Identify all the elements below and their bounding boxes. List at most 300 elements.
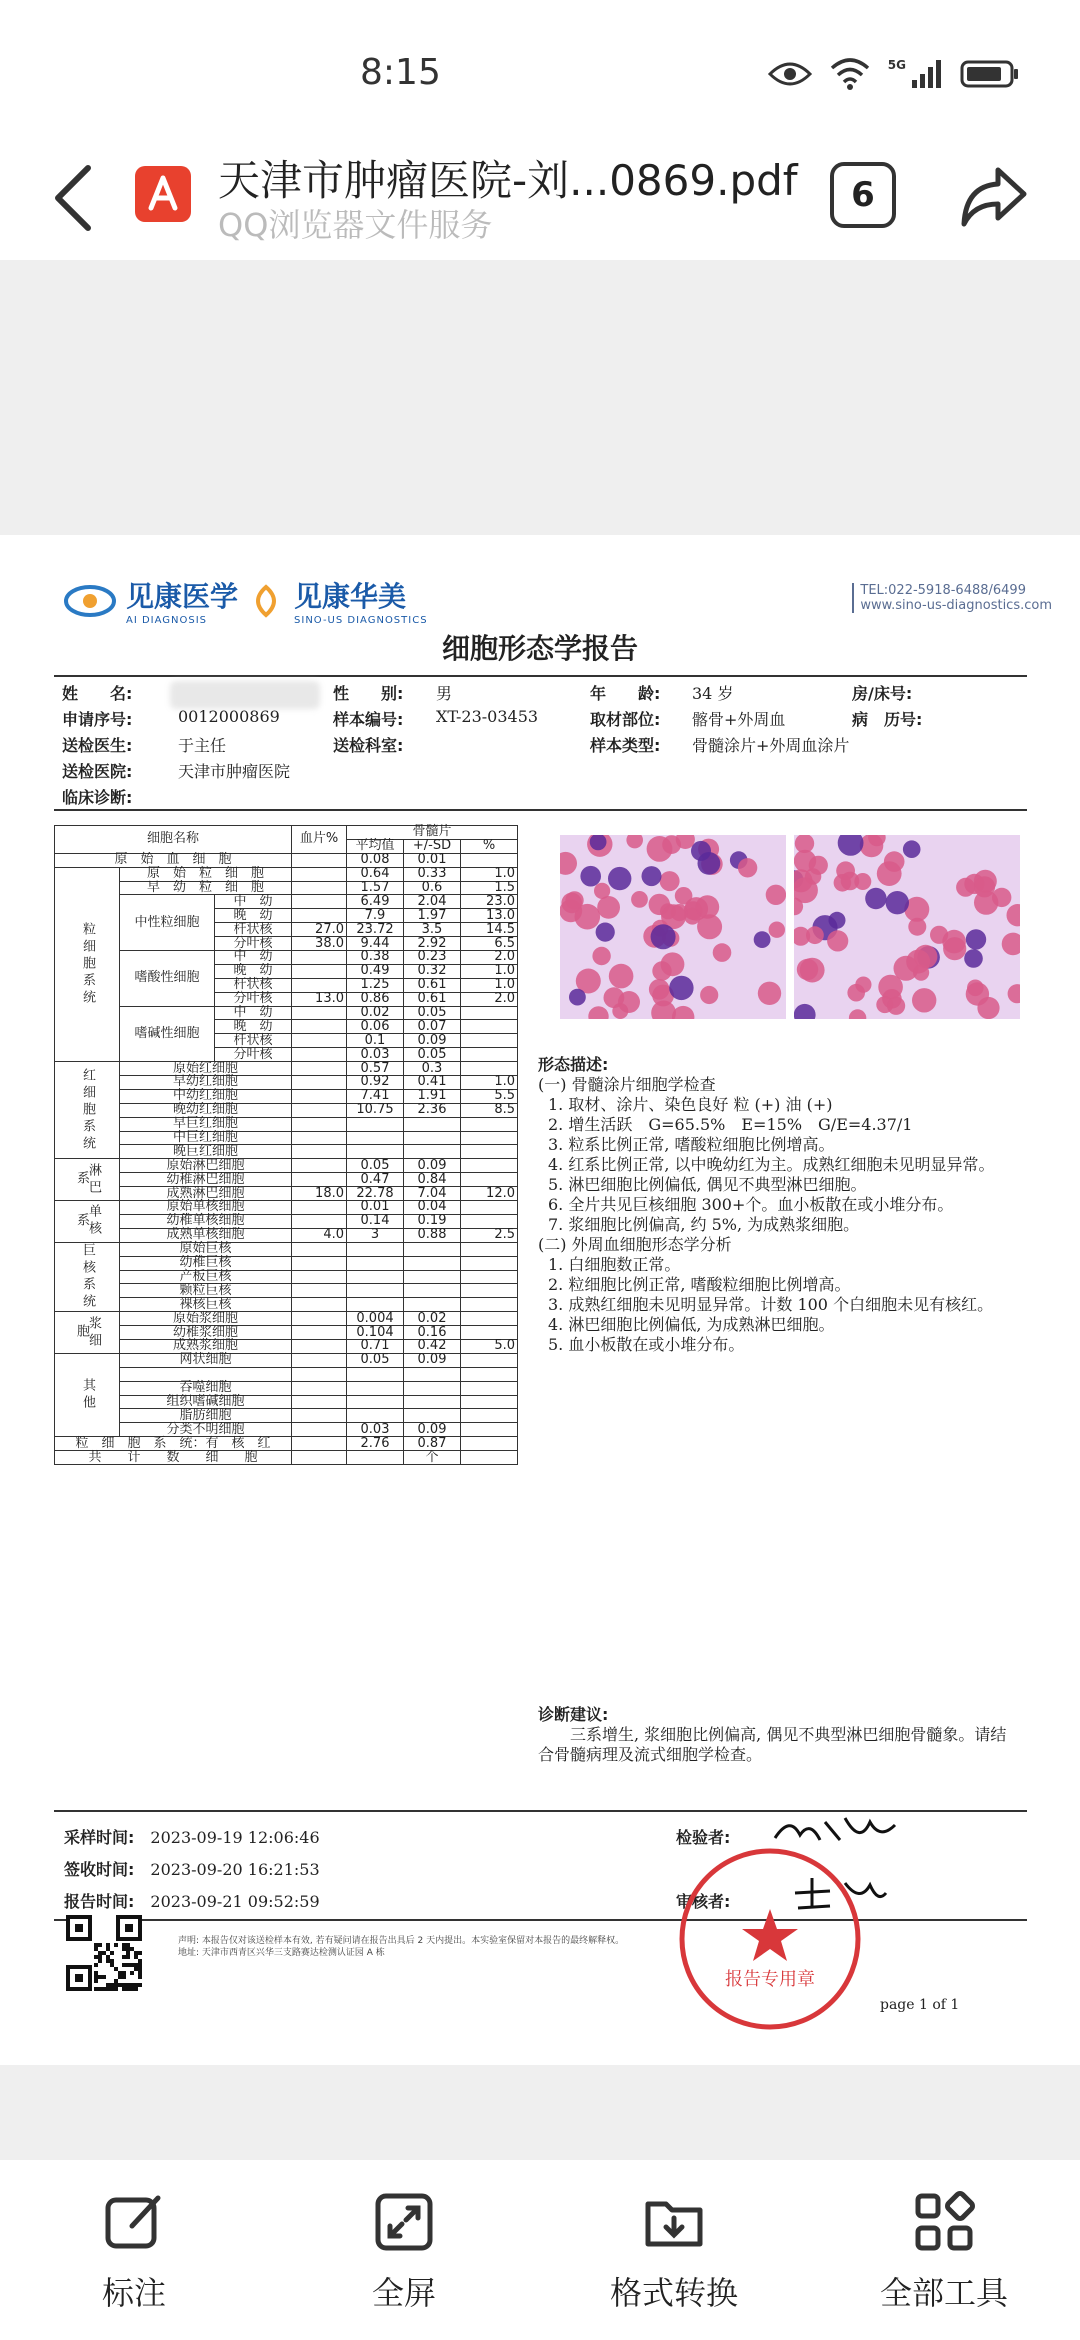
marrow-avg: 7.9 <box>347 909 404 923</box>
blood-pct <box>292 951 347 965</box>
marrow-pct <box>461 1284 518 1298</box>
cell-table <box>54 825 518 1465</box>
cell-name <box>120 1367 292 1381</box>
description-title: 形态描述: <box>538 1055 609 1074</box>
col-header-marrow: 骨髓片 <box>347 826 518 840</box>
blood-pct <box>292 1089 347 1103</box>
marrow-avg <box>347 1256 404 1270</box>
col-header-pct: % <box>461 839 518 853</box>
footer-divider-bottom <box>54 1919 1027 1921</box>
file-subtitle: QQ浏览器文件服务 <box>218 206 493 244</box>
cell-name: 晚巨红细胞 <box>120 1145 292 1159</box>
marrow-sd: 0.41 <box>404 1076 461 1090</box>
marrow-pct <box>461 1159 518 1173</box>
cell-name: 晚 幼 <box>215 1020 292 1034</box>
marrow-pct: 1.0 <box>461 867 518 881</box>
marrow-sd <box>404 1284 461 1298</box>
marrow-avg: 0.05 <box>347 1159 404 1173</box>
cell-name: 中幼红细胞 <box>120 1089 292 1103</box>
marrow-sd: 0.09 <box>404 1159 461 1173</box>
brand-logo-icon <box>64 583 116 619</box>
cell-blob <box>854 873 871 890</box>
marrow-pct <box>461 1298 518 1312</box>
page-number: page 1 of 1 <box>880 1997 960 2013</box>
marrow-avg: 0.104 <box>347 1326 404 1340</box>
cell-blob <box>827 930 848 951</box>
marrow-avg: 0.38 <box>347 951 404 965</box>
blood-pct <box>292 1103 347 1117</box>
marrow-pct <box>461 1395 518 1409</box>
cell-blob <box>647 836 673 862</box>
report-time-row: 报告时间: 2023-09-21 09:52:59 <box>64 1892 320 1911</box>
cell-blob <box>696 895 720 919</box>
table-row <box>55 1201 518 1215</box>
all-tools-button[interactable] <box>854 2190 1034 2314</box>
marrow-avg: 0.01 <box>347 1201 404 1215</box>
table-row <box>55 1145 518 1159</box>
cell-blob <box>887 997 905 1015</box>
marrow-sd: 0.6 <box>404 881 461 895</box>
table-row <box>55 895 518 909</box>
blood-pct <box>292 1117 347 1131</box>
cell-blob <box>660 871 680 891</box>
blood-pct <box>292 1423 347 1437</box>
blood-pct <box>292 867 347 881</box>
sample-time-row: 采样时间: 2023-09-19 12:06:46 <box>64 1828 320 1847</box>
share-icon[interactable] <box>958 164 1030 230</box>
cell-blob <box>992 888 1011 907</box>
blood-pct <box>292 1381 347 1395</box>
marrow-avg: 0.71 <box>347 1339 404 1353</box>
marrow-pct <box>461 1437 518 1451</box>
cell-name: 组织嗜碱细胞 <box>120 1395 292 1409</box>
marrow-sd: 0.42 <box>404 1339 461 1353</box>
morphology-description <box>538 1055 1018 1355</box>
marrow-pct <box>461 1020 518 1034</box>
marrow-pct: 2.0 <box>461 992 518 1006</box>
marrow-pct <box>461 1006 518 1020</box>
cell-blob <box>609 964 634 989</box>
marrow-sd: 0.87 <box>404 1437 461 1451</box>
tab-count-button[interactable]: 6 <box>830 162 896 228</box>
marrow-sd: 2.92 <box>404 937 461 951</box>
cell-name: 中 幼 <box>215 1006 292 1020</box>
table-row <box>55 1437 518 1451</box>
all-tools-label: 全部工具 <box>879 2274 1008 2312</box>
cell-name: 杆状核 <box>215 1034 292 1048</box>
marrow-sd <box>404 1131 461 1145</box>
marrow-avg: 0.03 <box>347 1048 404 1062</box>
sex-value: 男 <box>436 684 453 703</box>
table-row <box>55 1381 518 1395</box>
marrow-avg: 3 <box>347 1228 404 1242</box>
blood-pct: 38.0 <box>292 937 347 951</box>
contact-web: www.sino-us-diagnostics.com <box>860 598 1052 613</box>
cell-blob <box>912 988 936 1012</box>
cell-blob <box>769 922 785 938</box>
marrow-pct: 14.5 <box>461 923 518 937</box>
marrow-pct <box>461 1034 518 1048</box>
col-header-sd: +/-SD <box>404 839 461 853</box>
group-label: 单核系 <box>55 1201 120 1243</box>
marrow-sd: 0.09 <box>404 1353 461 1367</box>
marrow-avg <box>347 1367 404 1381</box>
marrow-pct <box>461 1048 518 1062</box>
marrow-sd: 0.01 <box>404 853 461 867</box>
cell-name: 吞噬细胞 <box>120 1381 292 1395</box>
marrow-avg <box>347 1284 404 1298</box>
description-line: 2. 粒细胞比例正常, 嗜酸粒细胞比例增高。 <box>548 1275 851 1294</box>
cell-name: 晚幼红细胞 <box>120 1103 292 1117</box>
marrow-sd: 个 <box>404 1451 461 1465</box>
table-row <box>55 1228 518 1242</box>
marrow-sd <box>404 1242 461 1256</box>
table-row <box>55 1089 518 1103</box>
marrow-pct: 23.0 <box>461 895 518 909</box>
pdf-page <box>0 535 1080 2065</box>
marrow-sd: 0.61 <box>404 992 461 1006</box>
doctor-label: 送检医生: <box>62 736 133 755</box>
marrow-pct <box>461 1173 518 1187</box>
table-row <box>55 1284 518 1298</box>
description-line: 7. 浆细胞比例偏高, 约 5%, 为成熟浆细胞。 <box>548 1215 860 1234</box>
marrow-sd: 0.02 <box>404 1312 461 1326</box>
cell-blob <box>597 896 620 919</box>
marrow-sd: 0.05 <box>404 1048 461 1062</box>
cell-blob <box>908 918 926 936</box>
marrow-avg <box>347 1270 404 1284</box>
marrow-pct: 5.5 <box>461 1089 518 1103</box>
sample-no-label: 样本编号: <box>333 710 404 729</box>
table-row <box>55 1451 518 1465</box>
marrow-avg <box>347 1145 404 1159</box>
convert-button[interactable] <box>584 2190 764 2314</box>
cell-blob <box>758 982 781 1005</box>
cell-name: 成熟单核细胞 <box>120 1228 292 1242</box>
svg-text:报告专用章: 报告专用章 <box>725 1969 815 1990</box>
table-row <box>55 881 518 895</box>
marrow-avg: 0.47 <box>347 1173 404 1187</box>
description-line: 6. 全片共见巨核细胞 300+个。血小板散在或小堆分布。 <box>548 1195 954 1214</box>
name-label: 姓 名: <box>62 684 133 703</box>
apply-label: 申请序号: <box>62 710 133 729</box>
description-lines <box>538 1075 1018 1355</box>
marrow-sd: 7.04 <box>404 1187 461 1201</box>
reviewer-label: 审核者: <box>676 1892 731 1911</box>
marrow-sd <box>404 1256 461 1270</box>
marrow-sd: 0.09 <box>404 1034 461 1048</box>
cell-name: 分类不明细胞 <box>120 1423 292 1437</box>
table-row <box>55 1395 518 1409</box>
back-arrow-icon[interactable] <box>44 158 104 238</box>
marrow-pct <box>461 1353 518 1367</box>
brand-sub-2: SINO-US DIAGNOSTICS <box>294 615 428 626</box>
bottom-toolbar <box>0 2160 1080 2340</box>
title-divider <box>54 675 1027 677</box>
cell-name: 早 幼 粒 细 胞 <box>120 881 292 895</box>
marrow-sd: 0.19 <box>404 1214 461 1228</box>
marrow-pct: 1.0 <box>461 1076 518 1090</box>
cell-name: 杆状核 <box>215 978 292 992</box>
marrow-avg: 9.44 <box>347 937 404 951</box>
marrow-avg: 10.75 <box>347 1103 404 1117</box>
marrow-avg: 0.49 <box>347 964 404 978</box>
blood-pct <box>292 1339 347 1353</box>
status-time: 8:15 <box>360 52 441 93</box>
marrow-pct <box>461 1367 518 1381</box>
battery-icon <box>960 59 1020 89</box>
cell-name: 幼稚淋巴细胞 <box>120 1173 292 1187</box>
marrow-avg: 0.03 <box>347 1423 404 1437</box>
marrow-avg: 0.92 <box>347 1076 404 1090</box>
blood-pct <box>292 1020 347 1034</box>
marrow-pct: 5.0 <box>461 1339 518 1353</box>
marrow-pct: 2.5 <box>461 1228 518 1242</box>
age-value: 34 岁 <box>692 684 734 703</box>
blood-pct <box>292 1034 347 1048</box>
marrow-avg: 1.25 <box>347 978 404 992</box>
status-icons <box>768 58 1020 90</box>
cell-name: 分叶核 <box>215 937 292 951</box>
marrow-avg: 0.08 <box>347 853 404 867</box>
cell-blob <box>642 866 662 886</box>
marrow-sd <box>404 1298 461 1312</box>
marrow-avg: 22.78 <box>347 1187 404 1201</box>
table-row <box>55 951 518 965</box>
top-bar <box>0 140 1080 260</box>
cell-name: 原始红细胞 <box>120 1062 292 1076</box>
cell-blob <box>966 929 986 949</box>
cell-blob <box>797 959 818 980</box>
marrow-micrograph-1 <box>560 835 786 1019</box>
marrow-avg <box>347 1409 404 1423</box>
marrow-sd: 0.23 <box>404 951 461 965</box>
marrow-pct <box>461 1214 518 1228</box>
cell-blob <box>700 986 718 1004</box>
marrow-sd: 0.16 <box>404 1326 461 1340</box>
cell-blob <box>886 891 909 914</box>
cell-blob <box>569 989 586 1006</box>
description-line: 5. 淋巴细胞比例偏低, 偶见不典型淋巴细胞。 <box>548 1175 867 1194</box>
brand-name-1: 见康医学 <box>126 580 239 613</box>
edit-icon <box>102 2190 166 2254</box>
table-row <box>55 1159 518 1173</box>
fullscreen-button[interactable] <box>314 2190 494 2314</box>
inspector-label: 检验者: <box>676 1828 731 1847</box>
table-row <box>55 867 518 881</box>
marrow-avg: 23.72 <box>347 923 404 937</box>
diagnosis-text: 三系增生, 浆细胞比例偏高, 偶见不典型淋巴细胞骨髓象。请结合骨髓病理及流式细胞学检查。 <box>538 1725 1007 1764</box>
cell-name: 杆状核 <box>215 923 292 937</box>
viewer-background-bottom <box>0 2065 1080 2160</box>
marrow-sd <box>404 1409 461 1423</box>
marrow-avg: 0.02 <box>347 1006 404 1020</box>
contact-tel: TEL:022-5918-6488/6499 <box>860 583 1026 598</box>
wifi-icon <box>830 58 870 90</box>
cell-blob <box>967 980 984 997</box>
redacted-name <box>170 681 320 709</box>
marrow-sd: 0.3 <box>404 1062 461 1076</box>
cell-name: 成熟浆细胞 <box>120 1339 292 1353</box>
marrow-avg: 0.14 <box>347 1214 404 1228</box>
cell-name: 原 始 血 细 胞 <box>55 853 292 867</box>
cell-name: 脂肪细胞 <box>120 1409 292 1423</box>
fullscreen-label: 全屏 <box>371 2274 436 2312</box>
marrow-sd <box>404 1117 461 1131</box>
dept-label: 送检科室: <box>333 736 404 755</box>
qr-code <box>66 1915 142 1991</box>
blood-pct <box>292 1270 347 1284</box>
description-line: 4. 红系比例正常, 以中晚幼红为主。成熟红细胞未见明显异常。 <box>548 1155 995 1174</box>
marrow-pct <box>461 1451 518 1465</box>
marrow-pct: 12.0 <box>461 1187 518 1201</box>
blood-pct: 4.0 <box>292 1228 347 1242</box>
table-row <box>55 1409 518 1423</box>
file-title: 天津市肿瘤医院-刘...0869.pdf <box>218 156 798 205</box>
cell-name: 幼稚浆细胞 <box>120 1326 292 1340</box>
status-bar <box>0 0 1080 140</box>
marrow-sd <box>404 1367 461 1381</box>
cell-name: 原始淋巴细胞 <box>120 1159 292 1173</box>
blood-pct <box>292 1159 347 1173</box>
blood-pct <box>292 1131 347 1145</box>
marrow-avg: 0.004 <box>347 1312 404 1326</box>
site-value: 髂骨+外周血 <box>692 710 786 729</box>
table-row <box>55 1367 518 1381</box>
clinical-label: 临床诊断: <box>62 788 133 807</box>
marrow-pct <box>461 1326 518 1340</box>
group-label: 巨核系统 <box>55 1242 120 1311</box>
marrow-pct: 6.5 <box>461 937 518 951</box>
marrow-sd: 0.05 <box>404 1006 461 1020</box>
marrow-sd <box>404 1395 461 1409</box>
table-row <box>55 1173 518 1187</box>
blood-pct <box>292 1353 347 1367</box>
cell-name: 幼稚单核细胞 <box>120 1214 292 1228</box>
table-row <box>55 1423 518 1437</box>
description-line: 3. 粒系比例正常, 嗜酸粒细胞比例增高。 <box>548 1135 835 1154</box>
cell-blob <box>669 976 693 1000</box>
marrow-pct <box>461 1270 518 1284</box>
blood-pct: 18.0 <box>292 1187 347 1201</box>
brand-logo-2-icon <box>248 583 284 619</box>
blood-pct <box>292 1214 347 1228</box>
table-row <box>55 1187 518 1201</box>
marrow-avg: 0.57 <box>347 1062 404 1076</box>
description-line: 2. 增生活跃 G=65.5% E=15% G/E=4.37/1 <box>548 1115 913 1134</box>
marrow-sd: 0.07 <box>404 1020 461 1034</box>
blood-pct <box>292 1173 347 1187</box>
marrow-pct: 1.0 <box>461 978 518 992</box>
cell-blob <box>877 861 902 886</box>
subgroup-label: 嗜碱性细胞 <box>120 1006 215 1062</box>
blood-pct <box>292 1326 347 1340</box>
cell-blob <box>754 931 771 948</box>
cell-name: 幼稚巨核 <box>120 1256 292 1270</box>
blood-pct <box>292 1409 347 1423</box>
marrow-sd: 2.36 <box>404 1103 461 1117</box>
hospital-value: 天津市肿瘤医院 <box>178 762 291 781</box>
convert-label: 格式转换 <box>609 2274 738 2312</box>
marrow-avg <box>347 1395 404 1409</box>
marrow-micrograph-2 <box>794 835 1020 1019</box>
blood-pct <box>292 1062 347 1076</box>
blood-pct <box>292 881 347 895</box>
cell-blob <box>594 883 610 899</box>
mark-button[interactable] <box>44 2190 224 2314</box>
group-label: 红细胞系统 <box>55 1062 120 1159</box>
table-row <box>55 1339 518 1353</box>
cell-name: 网状细胞 <box>120 1353 292 1367</box>
marrow-pct <box>461 1409 518 1423</box>
marrow-pct <box>461 1312 518 1326</box>
receive-time-row: 签收时间: 2023-09-20 16:21:53 <box>64 1860 320 1879</box>
marrow-sd: 0.61 <box>404 978 461 992</box>
marrow-avg <box>347 1381 404 1395</box>
marrow-pct <box>461 1117 518 1131</box>
sex-label: 性 别: <box>333 684 404 703</box>
table-row <box>55 1256 518 1270</box>
marrow-avg: 6.49 <box>347 895 404 909</box>
marrow-pct <box>461 1131 518 1145</box>
cell-name: 中 幼 <box>215 895 292 909</box>
marrow-sd: 0.09 <box>404 1423 461 1437</box>
cell-blob <box>855 977 871 993</box>
age-label: 年 龄: <box>590 684 661 703</box>
cell-blob <box>661 952 685 976</box>
cell-name: 分叶核 <box>215 992 292 1006</box>
marrow-avg: 0.1 <box>347 1034 404 1048</box>
col-header-avg: 平均值 <box>347 839 404 853</box>
marrow-sd: 2.04 <box>404 895 461 909</box>
info-divider <box>54 809 1027 811</box>
blood-pct <box>292 1312 347 1326</box>
description-line: 5. 血小板散在或小堆分布。 <box>548 1335 745 1354</box>
blood-pct <box>292 1076 347 1090</box>
cell-name: 分叶核 <box>215 1048 292 1062</box>
group-label: 其他 <box>55 1353 120 1436</box>
viewer-background-top <box>0 260 1080 535</box>
marrow-pct <box>461 1201 518 1215</box>
marrow-sd: 0.88 <box>404 1228 461 1242</box>
cell-name: 早巨红细胞 <box>120 1117 292 1131</box>
mark-label: 标注 <box>101 2274 166 2312</box>
marrow-pct <box>461 853 518 867</box>
cell-blob <box>651 924 676 949</box>
sample-no-value: XT-23-03453 <box>436 707 539 726</box>
marrow-pct <box>461 1242 518 1256</box>
description-line: 4. 淋巴细胞比例偏低, 为成熟淋巴细胞。 <box>548 1315 835 1334</box>
inspector-signature <box>770 1810 900 1850</box>
marrow-pct: 1.5 <box>461 881 518 895</box>
table-row <box>55 1298 518 1312</box>
cell-name: 早幼红细胞 <box>120 1076 292 1090</box>
description-line: 1. 取材、涂片、染色良好 粒 (+) 油 (+) <box>548 1095 833 1114</box>
cell-blob <box>713 943 732 962</box>
cell-name: 晚 幼 <box>215 964 292 978</box>
hospital-label: 送检医院: <box>62 762 133 781</box>
marrow-sd: 1.91 <box>404 1089 461 1103</box>
site-label: 取材部位: <box>590 710 661 729</box>
cell-blob <box>631 891 648 908</box>
network-label: 5G <box>887 58 906 72</box>
marrow-pct: 1.0 <box>461 964 518 978</box>
blood-pct <box>292 1201 347 1215</box>
blood-pct <box>292 1298 347 1312</box>
blood-pct <box>292 1367 347 1381</box>
cell-blob <box>698 852 721 875</box>
marrow-sd: 1.97 <box>404 909 461 923</box>
